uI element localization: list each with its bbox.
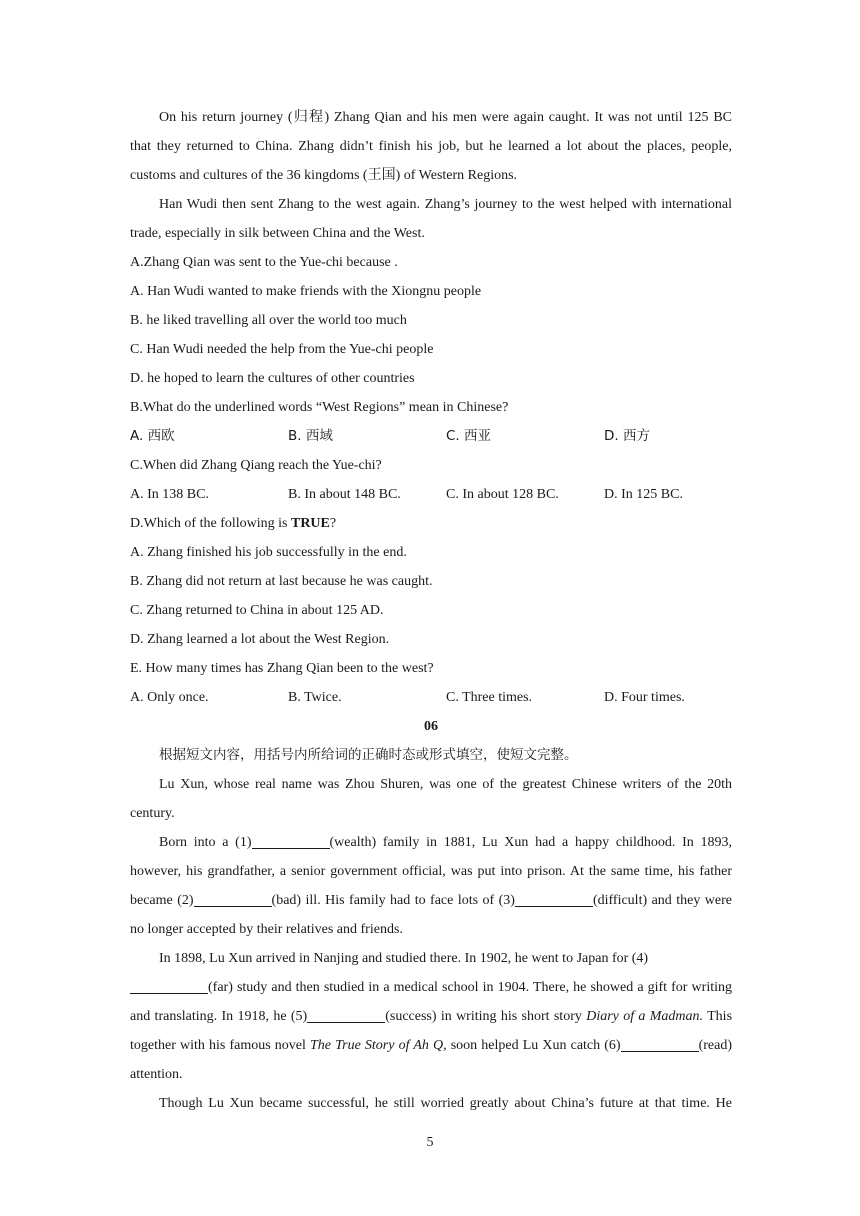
answer-option: A. 西欧: [130, 428, 175, 444]
answer-option: B. Twice.: [288, 690, 342, 705]
document-page: [130, 103, 732, 1118]
answer-option: B. In about 148 BC.: [288, 487, 401, 502]
page-number: 5: [426, 1135, 434, 1150]
passage-text: Born into a (1): [159, 835, 252, 850]
answer-option: D. Zhang learned a lot about the West Region.: [130, 632, 390, 647]
answer-option: A. Zhang finished his job successfully in the end.: [130, 545, 407, 560]
answer-option: A. Only once.: [130, 690, 209, 705]
answer-option: B. 西域: [288, 428, 333, 444]
answer-option: C. Han Wudi needed the help from the Yue-chi people: [130, 342, 434, 357]
passage-text: (success) in writing his short story: [385, 1009, 587, 1024]
passage-line: [130, 886, 732, 915]
passage-text: together with his famous novel: [130, 1038, 310, 1053]
passage-line: no longer accepted by their relatives and friends.: [130, 922, 403, 937]
answer-option: B. Zhang did not return at last because he was caught.: [130, 574, 433, 589]
option-row: [130, 422, 732, 451]
answer-option: C. 西亚: [446, 428, 492, 444]
passage-line: customs and cultures of the 36 kingdoms (王国) of Western Regions.: [130, 168, 518, 183]
book-title: Diary of a Madman.: [586, 1009, 704, 1024]
passage-text: (bad) ill. His family had to face lots of (3): [271, 893, 515, 908]
passage-line: [130, 973, 732, 1002]
answer-blank-6[interactable]: [621, 1036, 699, 1052]
passage-text: (difficult) and they were: [592, 893, 733, 908]
answer-blank-2[interactable]: [194, 891, 272, 907]
answer-option: D. In 125 BC.: [604, 487, 683, 502]
answer-blank-1[interactable]: [252, 833, 330, 849]
passage-line: Though Lu Xun became successful, he still worried greatly about China’s future at that time. He: [159, 1096, 732, 1111]
passage-line: [130, 1002, 732, 1031]
option-row: [130, 683, 732, 712]
passage-line: [130, 828, 732, 857]
answer-option: C. Three times.: [446, 690, 533, 705]
passage-line: Han Wudi then sent Zhang to the west again. Zhang’s journey to the west helped with international: [159, 197, 732, 212]
question-stem: B.What do the underlined words “West Regions” mean in Chinese?: [130, 400, 509, 415]
answer-option: A. Han Wudi wanted to make friends with the Xiongnu people: [130, 284, 482, 299]
passage-line: century.: [130, 806, 175, 821]
option-row: [130, 480, 732, 509]
passage-text: , soon helped Lu Xun catch (6): [443, 1038, 621, 1053]
stem-emphasis: TRUE: [290, 516, 330, 531]
question-stem: [130, 509, 732, 538]
stem-text: ?: [329, 516, 337, 531]
answer-option: D. 西方: [604, 428, 650, 444]
passage-line: attention.: [130, 1067, 183, 1082]
section-instruction: 根据短文内容，用括号内所给词的正确时态或形式填空，使短文完整。: [159, 747, 578, 763]
answer-option: B. he liked travelling all over the world too much: [130, 313, 407, 328]
answer-option: C. Zhang returned to China in about 125 AD.: [130, 603, 384, 618]
answer-option: A. In 138 BC.: [130, 487, 209, 502]
answer-option: D. Four times.: [604, 690, 685, 705]
passage-text: (wealth) family in 1881, Lu Xun had a happy childhood. In 1893,: [329, 835, 732, 850]
passage-text: and translating. In 1918, he (5): [130, 1009, 308, 1024]
question-stem: C.When did Zhang Qiang reach the Yue-chi?: [130, 458, 382, 473]
question-stem: E. How many times has Zhang Qian been to the west?: [130, 661, 434, 676]
passage-line: Lu Xun, whose real name was Zhou Shuren, was one of the greatest Chinese writers of the 20th: [159, 777, 732, 792]
passage-text: (far) study and then studied in a medical school in 1904. There, he showed a gift for writing: [208, 980, 732, 995]
passage-line: trade, especially in silk between China and the West.: [130, 226, 425, 241]
passage-text: (read): [698, 1038, 732, 1053]
answer-option: C. In about 128 BC.: [446, 487, 559, 502]
question-stem: A.Zhang Qian was sent to the Yue-chi because .: [130, 255, 398, 270]
answer-option: D. he hoped to learn the cultures of other countries: [130, 371, 415, 386]
answer-blank-5[interactable]: [307, 1007, 385, 1023]
passage-text: became (2): [130, 893, 194, 908]
passage-line: however, his grandfather, a senior government official, was put into prison. At the same time, his father: [130, 864, 732, 879]
answer-blank-4[interactable]: [130, 978, 208, 994]
passage-text: This: [703, 1009, 733, 1024]
passage-line: [130, 1031, 732, 1060]
passage-line: that they returned to China. Zhang didn’t finish his job, but he learned a lot about the places, people,: [130, 139, 732, 154]
passage-line: In 1898, Lu Xun arrived in Nanjing and studied there. In 1902, he went to Japan for (4): [159, 951, 649, 966]
book-title: The True Story of Ah Q: [310, 1038, 444, 1053]
answer-blank-3[interactable]: [515, 891, 593, 907]
stem-text: D.Which of the following is: [130, 516, 291, 531]
section-number: 06: [424, 719, 438, 734]
passage-line: On his return journey (归程) Zhang Qian and his men were again caught. It was not until 125 BC: [159, 110, 732, 125]
